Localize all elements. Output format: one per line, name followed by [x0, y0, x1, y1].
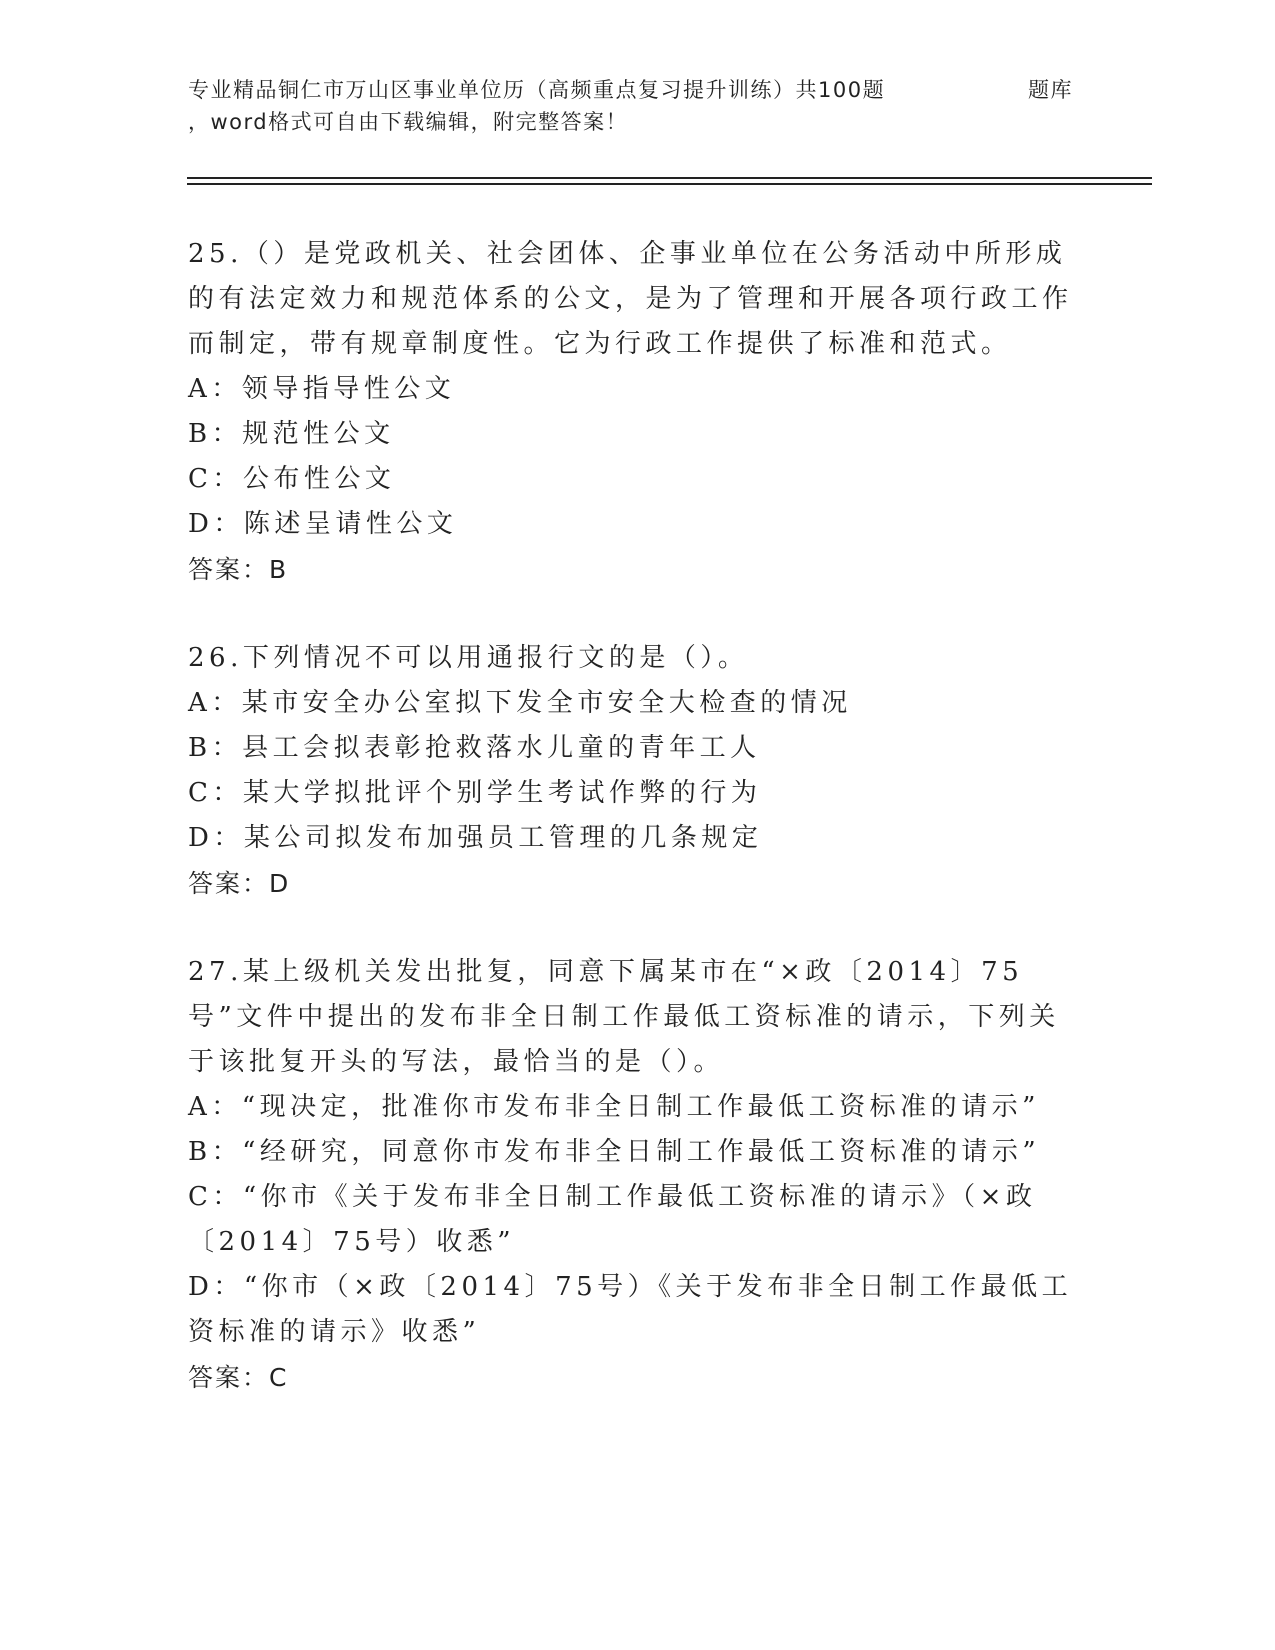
option-a: A：领导指导性公文 [188, 374, 456, 404]
header-divider-bottom [187, 183, 1152, 185]
header-tag: 题库 [1028, 78, 1073, 102]
option-d: D：陈述呈请性公文 [188, 509, 458, 539]
header-subtitle: ，word格式可自由下载编辑，附完整答案！ [188, 110, 629, 134]
option-b: B：“经研究，同意你市发布非全日制工作最低工资标准的请示” [188, 1137, 1041, 1167]
option-c: C：“你市《关于发布非全日制工作最低工资标准的请示》（×政〔2014〕75号）收悉” [188, 1182, 1037, 1257]
answer-label: 答案：C [188, 1363, 289, 1392]
option-c: C：某大学拟批评个别学生考试作弊的行为 [188, 778, 762, 808]
header-divider-top [187, 177, 1152, 179]
question-27 [188, 950, 1088, 1400]
question-26 [188, 636, 1088, 906]
option-a: A：某市安全办公室拟下发全市安全大检查的情况 [188, 688, 852, 718]
option-b: B：规范性公文 [188, 419, 395, 449]
option-d: D：“你市（×政〔2014〕75号）《关于发布非全日制工作最低工资标准的请示》收悉” [188, 1272, 1073, 1347]
header-title: 专业精品铜仁市万山区事业单位历（高频重点复习提升训练）共100题 [188, 78, 886, 102]
option-c: C：公布性公文 [188, 464, 396, 494]
option-b: B：县工会拟表彰抢救落水儿童的青年工人 [188, 733, 761, 763]
answer-label: 答案：D [188, 869, 291, 898]
header-line-1 [188, 74, 1148, 106]
question-stem: 26.下列情况不可以用通报行文的是（）。 [188, 643, 749, 673]
question-stem: 27.某上级机关发出批复，同意下属某市在“×政〔2014〕75号”文件中提出的发布非全日制工作最低工资标准的请示，下列关于该批复开头的写法，最恰当的是（）。 [188, 957, 1060, 1077]
page-header [188, 74, 1148, 138]
option-d: D：某公司拟发布加强员工管理的几条规定 [188, 823, 763, 853]
question-25 [188, 232, 1088, 592]
question-stem: 25.（）是党政机关、社会团体、企事业单位在公务活动中所形成的有法定效力和规范体系的公文，是为了管理和开展各项行政工作而制定，带有规章制度性。它为行政工作提供了标准和范式。 [188, 239, 1073, 359]
question-list [188, 232, 1088, 1444]
answer-label: 答案：B [188, 555, 289, 584]
option-a: A：“现决定，批准你市发布非全日制工作最低工资标准的请示” [188, 1092, 1040, 1122]
